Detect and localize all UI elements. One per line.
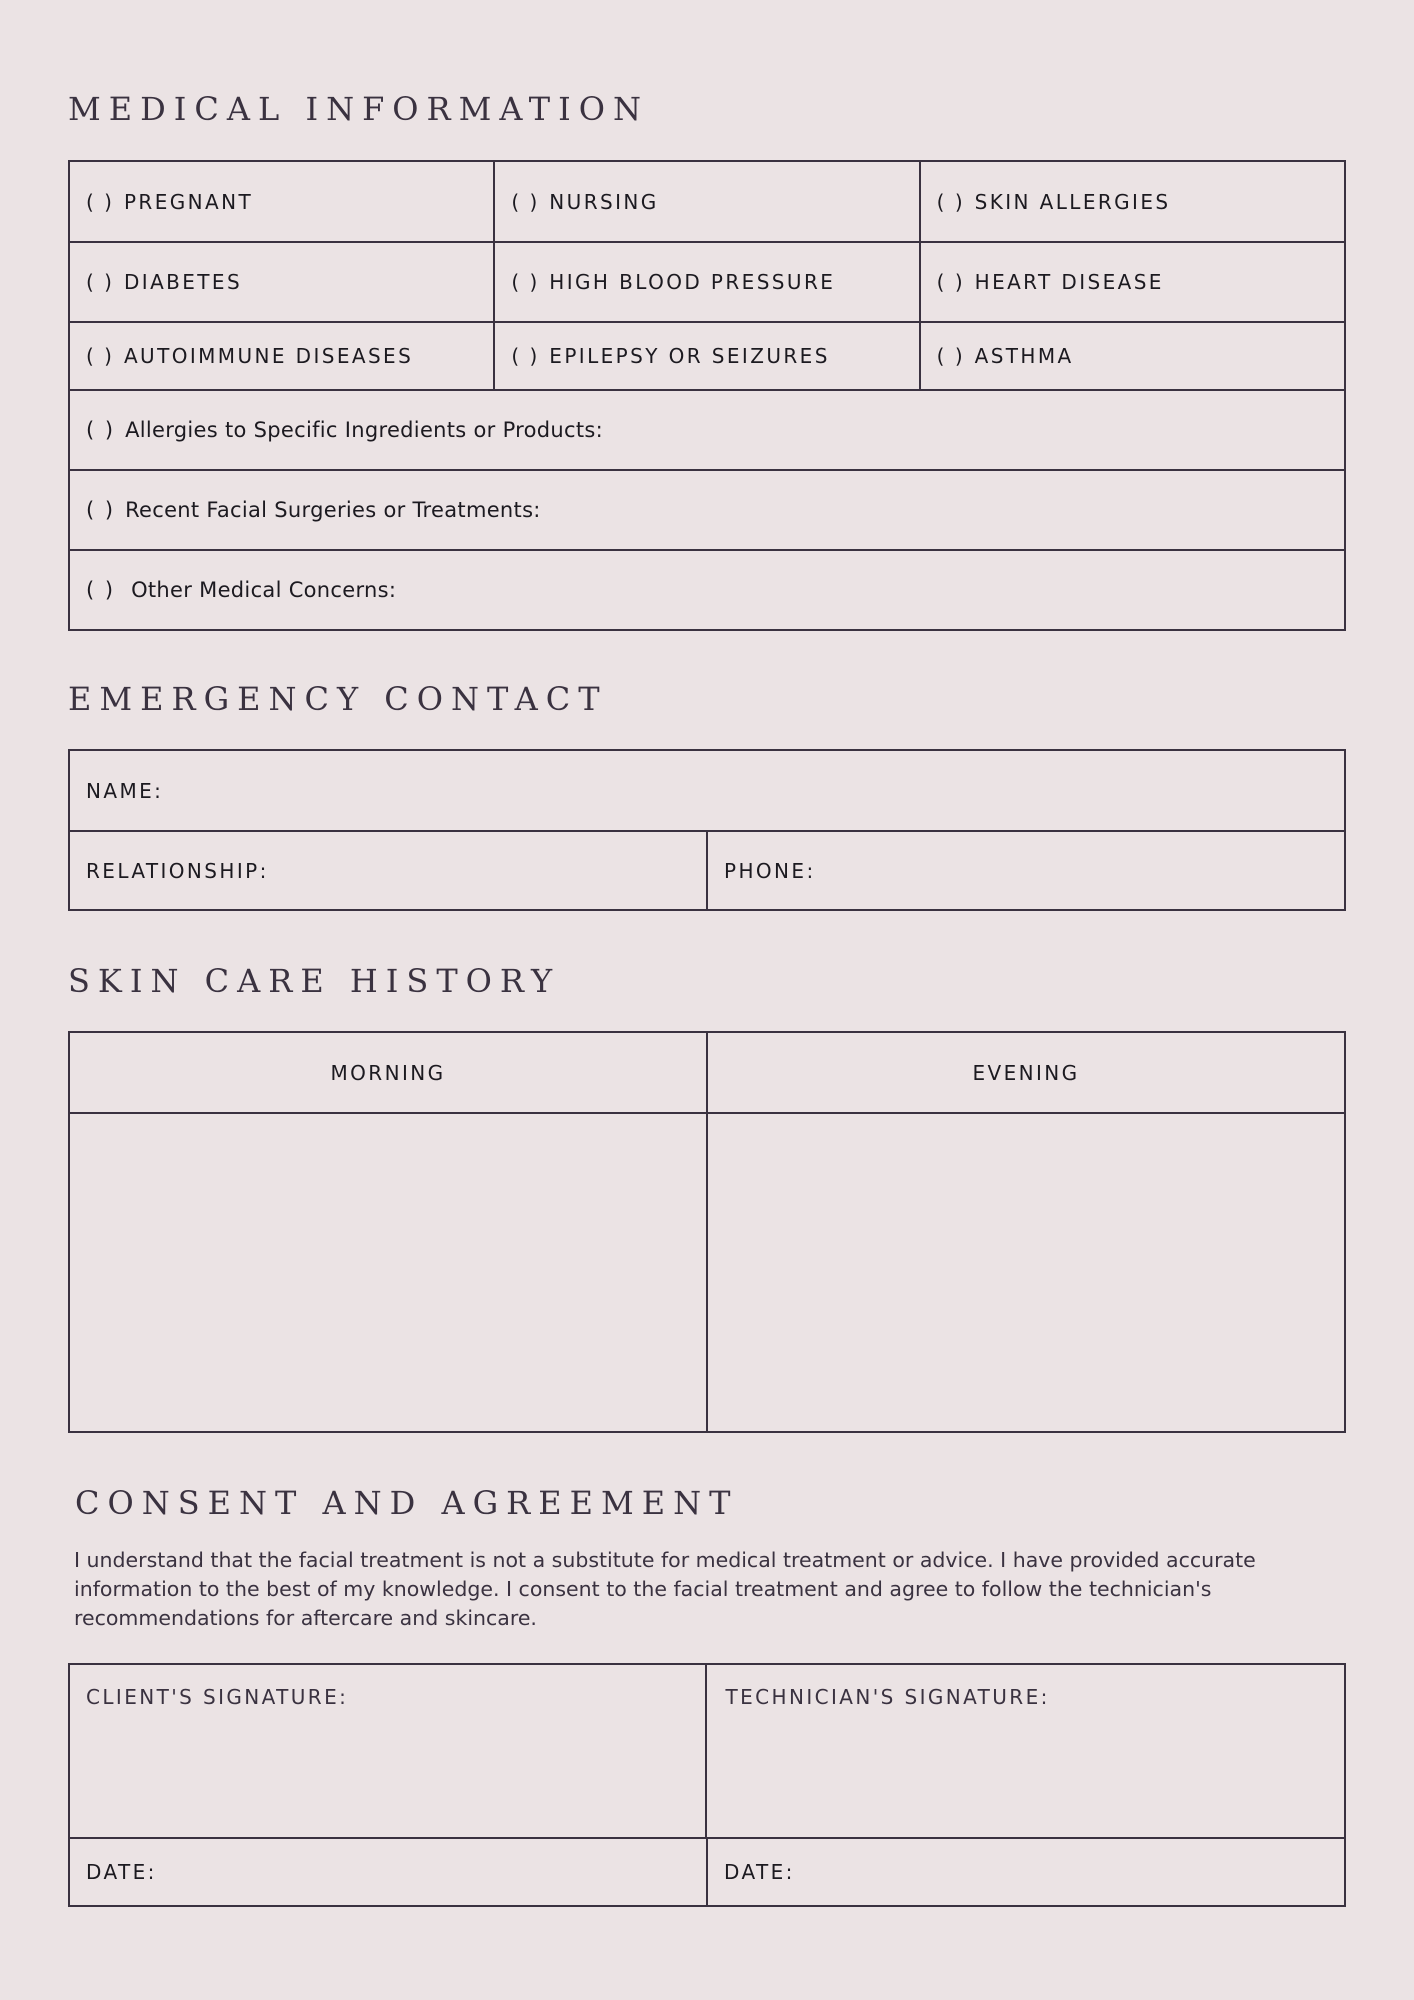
condition-label: DIABETES bbox=[123, 270, 243, 294]
condition-high-blood-pressure[interactable] bbox=[493, 243, 918, 321]
allergies-field[interactable] bbox=[70, 391, 1344, 469]
emergency-phone-field[interactable] bbox=[706, 832, 1344, 909]
client-signature-field[interactable] bbox=[70, 1665, 705, 1837]
skin-care-history-table bbox=[68, 1031, 1346, 1433]
morning-label: MORNING bbox=[330, 1060, 446, 1085]
client-signature-label: CLIENT'S SIGNATURE: bbox=[86, 1685, 349, 1709]
other-concerns-row bbox=[70, 549, 1344, 629]
name-label: NAME: bbox=[86, 778, 164, 803]
checkbox-mark[interactable]: ( ) bbox=[511, 189, 540, 214]
condition-autoimmune-diseases[interactable] bbox=[70, 323, 493, 389]
medical-information-heading: MEDICAL INFORMATION bbox=[68, 90, 649, 128]
surgeries-row bbox=[70, 469, 1344, 549]
client-date-label: DATE: bbox=[86, 1860, 157, 1884]
condition-label: NURSING bbox=[549, 189, 659, 214]
other-concerns-field[interactable] bbox=[70, 551, 1344, 629]
condition-asthma[interactable] bbox=[919, 323, 1344, 389]
technician-signature-field[interactable] bbox=[705, 1665, 1345, 1837]
condition-label: ASTHMA bbox=[974, 344, 1074, 368]
relationship-label: RELATIONSHIP: bbox=[86, 858, 269, 883]
condition-label: SKIN ALLERGIES bbox=[974, 189, 1171, 214]
date-row bbox=[70, 1837, 1344, 1905]
relationship-phone-row bbox=[70, 830, 1344, 909]
checkbox-mark[interactable]: ( ) bbox=[86, 578, 116, 602]
allergies-label: Allergies to Specific Ingredients or Products: bbox=[125, 418, 604, 442]
condition-label: AUTOIMMUNE DISEASES bbox=[123, 344, 414, 368]
other-concerns-label: Other Medical Concerns: bbox=[131, 578, 397, 602]
condition-diabetes[interactable] bbox=[70, 243, 493, 321]
checkbox-mark[interactable]: ( ) bbox=[86, 418, 116, 442]
phone-label: PHONE: bbox=[724, 858, 816, 883]
signature-row bbox=[70, 1665, 1344, 1837]
emergency-contact-heading: EMERGENCY CONTACT bbox=[68, 680, 608, 718]
checkbox-mark[interactable]: ( ) bbox=[936, 344, 965, 368]
evening-label: EVENING bbox=[972, 1060, 1080, 1085]
client-date-field[interactable] bbox=[70, 1839, 706, 1905]
condition-label: HEART DISEASE bbox=[974, 270, 1164, 294]
routine-body-row bbox=[70, 1112, 1344, 1431]
allergies-row bbox=[70, 389, 1344, 469]
routine-header-row bbox=[70, 1033, 1344, 1112]
technician-date-label: DATE: bbox=[724, 1860, 795, 1884]
checkbox-mark[interactable]: ( ) bbox=[936, 189, 965, 214]
consent-agreement-heading: CONSENT AND AGREEMENT bbox=[75, 1484, 739, 1522]
condition-label: EPILEPSY OR SEIZURES bbox=[549, 344, 830, 368]
surgeries-field[interactable] bbox=[70, 471, 1344, 549]
technician-signature-label: TECHNICIAN'S SIGNATURE: bbox=[725, 1685, 1050, 1709]
conditions-row bbox=[70, 241, 1344, 321]
conditions-row bbox=[70, 321, 1344, 389]
condition-skin-allergies[interactable] bbox=[919, 162, 1344, 241]
skin-care-history-heading: SKIN CARE HISTORY bbox=[68, 962, 561, 1000]
evening-routine-field[interactable] bbox=[706, 1114, 1344, 1431]
morning-header bbox=[70, 1033, 706, 1112]
signature-table bbox=[68, 1663, 1346, 1907]
checkbox-mark[interactable]: ( ) bbox=[936, 270, 965, 294]
morning-routine-field[interactable] bbox=[70, 1114, 706, 1431]
emergency-name-field[interactable] bbox=[70, 751, 1344, 830]
consent-text: I understand that the facial treatment is not a substitute for medical treatment or advice. I have provided accurate information to the best of my knowledge. I consent to the facial treatment and agree to follow the technician's recommendations for aftercare and skincare. bbox=[74, 1548, 1256, 1630]
conditions-row bbox=[70, 162, 1344, 241]
condition-pregnant[interactable] bbox=[70, 162, 493, 241]
surgeries-label: Recent Facial Surgeries or Treatments: bbox=[125, 498, 541, 522]
condition-nursing[interactable] bbox=[493, 162, 918, 241]
checkbox-mark[interactable]: ( ) bbox=[86, 498, 116, 522]
technician-date-field[interactable] bbox=[706, 1839, 1344, 1905]
condition-label: HIGH BLOOD PRESSURE bbox=[549, 270, 836, 294]
condition-heart-disease[interactable] bbox=[919, 243, 1344, 321]
checkbox-mark[interactable]: ( ) bbox=[511, 344, 540, 368]
medical-conditions-table bbox=[68, 160, 1346, 631]
checkbox-mark[interactable]: ( ) bbox=[86, 270, 114, 294]
checkbox-mark[interactable]: ( ) bbox=[511, 270, 540, 294]
evening-header bbox=[706, 1033, 1344, 1112]
emergency-relationship-field[interactable] bbox=[70, 832, 706, 909]
name-row bbox=[70, 751, 1344, 830]
emergency-contact-table bbox=[68, 749, 1346, 911]
condition-label: PREGNANT bbox=[123, 189, 254, 214]
checkbox-mark[interactable]: ( ) bbox=[86, 189, 114, 214]
condition-epilepsy-or-seizures[interactable] bbox=[493, 323, 918, 389]
checkbox-mark[interactable]: ( ) bbox=[86, 344, 114, 368]
